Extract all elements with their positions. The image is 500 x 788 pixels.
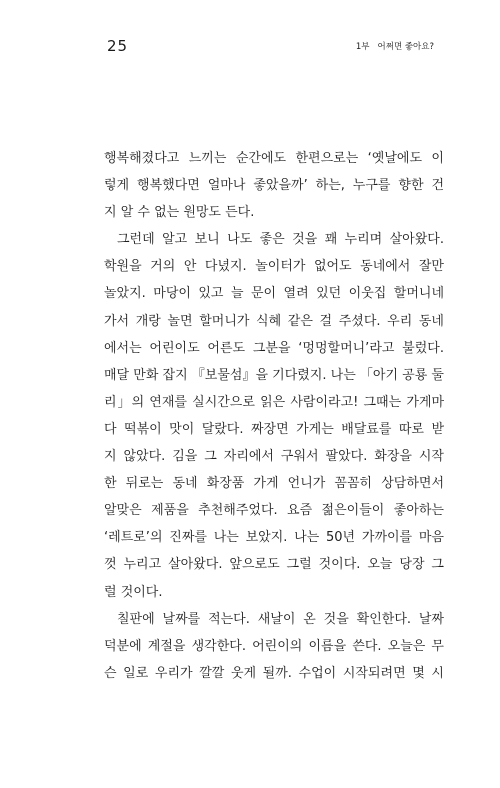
- text-line: 가서 개랑 놀면 할머니가 식혜 같은 걸 주셨다. 우리 동네: [104, 313, 444, 329]
- text-line: 덕분에 계절을 생각한다. 어린이의 이름을 쓴다. 오늘은 무: [104, 638, 444, 654]
- text-line: 에서는 어린이도 어른도 그분을 ‘멍멍할머니’라고 불렀다.: [104, 340, 444, 356]
- part-label: 1부: [355, 42, 370, 52]
- text-line: 다 떡볶이 맛이 달랐다. 짜장면 가게는 배달료를 따로 받: [104, 421, 444, 437]
- running-header: [356, 40, 434, 52]
- paragraph-3: [104, 606, 444, 687]
- text-line: 리」의 연재를 실시간으로 읽은 사람이라고! 그때는 가게마: [104, 394, 444, 410]
- body-text: [104, 145, 444, 687]
- text-line: 매달 만화 잡지 『보물섬』을 기다렸지. 나는 「아기 공룡 둘: [104, 367, 444, 383]
- text-line: 지 않았다. 김을 그 자리에서 구워서 팔았다. 화장을 시작: [104, 449, 444, 465]
- text-line: 한 뒤로는 동네 화장품 가게 언니가 꼼꼼히 상담하면서: [104, 476, 444, 492]
- text-line: 렇게 행복했다면 얼마나 좋았을까’ 하는, 누구를 향한 건: [104, 178, 444, 194]
- text-line: 지 알 수 없는 원망도 든다.: [104, 205, 255, 221]
- text-line: 놀았지. 마당이 있고 늘 문이 열려 있던 이웃집 할머니네: [104, 286, 444, 302]
- text-line: 행복해졌다고 느끼는 순간에도 한편으로는 ‘옛날에도 이: [104, 151, 444, 166]
- text-line: 슨 일로 우리가 깔깔 웃게 될까. 수업이 시작되려면 몇 시: [104, 665, 444, 681]
- text-line: 껏 누리고 살아왔다. 앞으로도 그럴 것이다. 오늘 당장 그: [104, 557, 444, 573]
- text-line: ‘레트로’의 진짜를 나는 보았지. 나는 50년 가까이를 마음: [104, 530, 444, 546]
- paragraph-1: [104, 145, 444, 226]
- paragraph-2: [104, 226, 444, 605]
- text-line: 럴 것이다.: [104, 584, 163, 600]
- text-line: 학원을 거의 안 다녔지. 놀이터가 없어도 동네에서 잘만: [104, 259, 444, 275]
- text-line: 알맞은 제품을 추천해주었다. 요즘 젊은이들이 좋아하는: [104, 503, 444, 519]
- page-number: 25: [107, 37, 129, 55]
- chapter-title: 어쩌면 좋아요?: [377, 42, 434, 52]
- text-line: 칠판에 날짜를 적는다. 새날이 온 것을 확인한다. 날짜: [117, 611, 444, 627]
- text-line: 그런데 알고 보니 나도 좋은 것을 꽤 누리며 살아왔다.: [117, 232, 444, 248]
